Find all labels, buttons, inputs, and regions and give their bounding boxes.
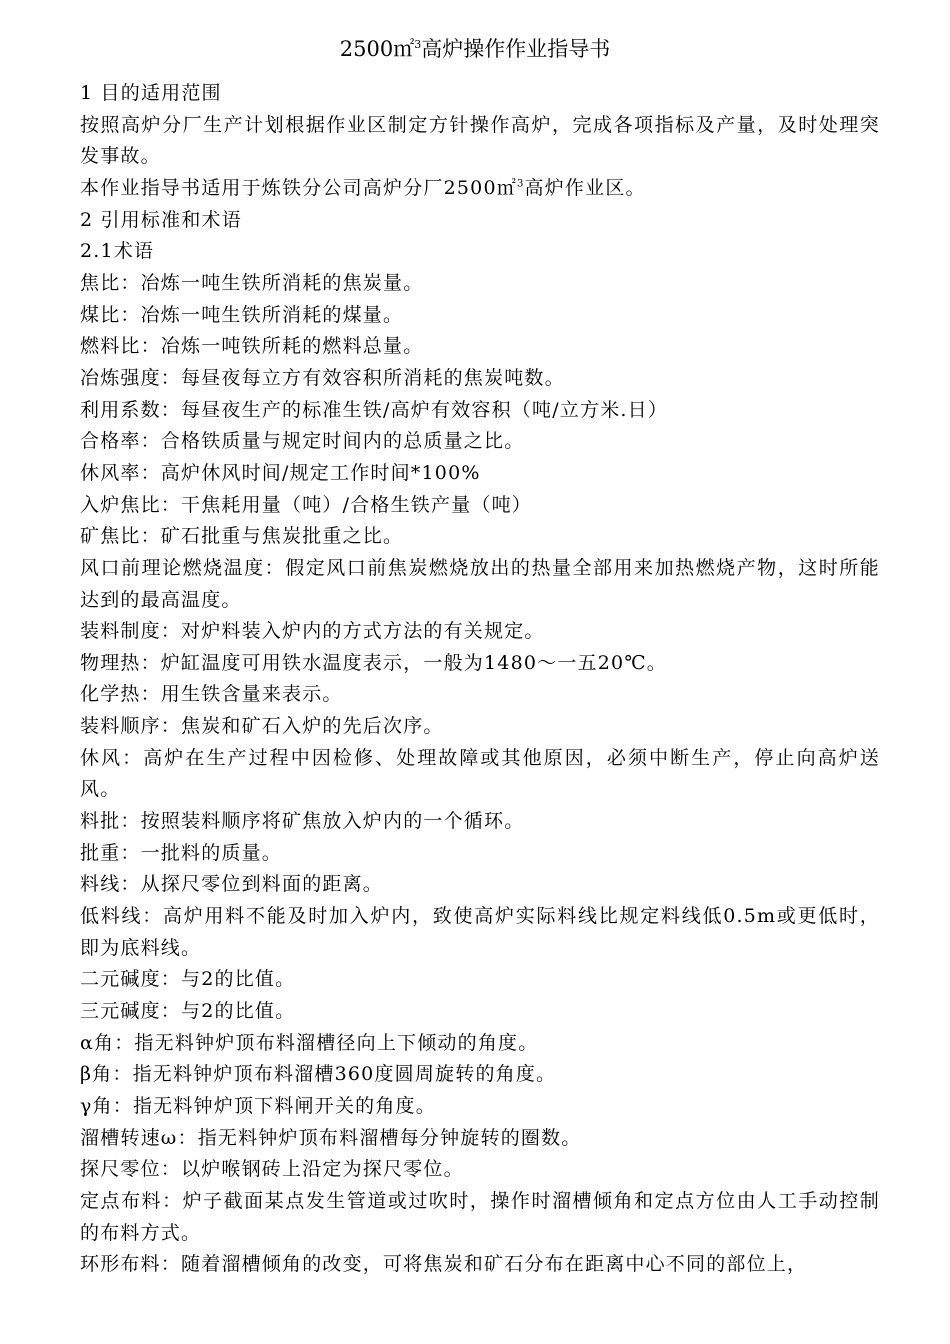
term-definition: 矿焦比：矿石批重与焦炭批重之比。	[80, 525, 404, 548]
term-definition: 煤比：冶炼一吨生铁所消耗的煤量。	[80, 303, 404, 326]
title-superscript: 3	[414, 38, 422, 51]
term-definition: 批重：一批料的质量。	[80, 841, 283, 864]
term-definition: 风口前理论燃烧温度：假定风口前焦炭燃烧放出的热量全部用来加热燃烧产物，这时所能达到的最高温度。	[80, 556, 880, 611]
term-definition: 入炉焦比：干焦耗用量（吨）/合格生铁产量（吨）	[80, 493, 533, 516]
term-definition: 化学热：用生铁含量来表示。	[80, 683, 343, 706]
term-definition: 料线：从探尺零位到料面的距离。	[80, 873, 384, 896]
paragraph: 按照高炉分厂生产计划根据作业区制定方针操作高炉，完成各项指标及产量，及时处理突发事故。	[80, 113, 880, 168]
term-definition: 料批：按照装料顺序将矿焦放入炉内的一个循环。	[80, 810, 525, 833]
term-definition: β角：指无料钟炉顶布料溜槽360度圆周旋转的角度。	[80, 1063, 557, 1086]
document-title	[0, 34, 950, 64]
term-definition: 探尺零位：以炉喉钢砖上沿定为探尺零位。	[80, 1158, 464, 1181]
term-definition: 物理热：炉缸温度可用铁水温度表示，一般为1480～一五20℃。	[80, 651, 667, 674]
subsection-heading: 2.1术语	[80, 240, 155, 263]
term-definition: 焦比：冶炼一吨生铁所消耗的焦炭量。	[80, 271, 424, 294]
term-definition: 休风：高炉在生产过程中因检修、处理故障或其他原因，必须中断生产，停止向高炉送风。	[80, 746, 880, 801]
term-definition: 定点布料：炉子截面某点发生管道或过吹时，操作时溜槽倾角和定点方位由人工手动控制的布料方式。	[80, 1189, 880, 1244]
paragraph-text-part1: 本作业指导书适用于炼铁分公司高炉分厂2500㎡	[80, 176, 517, 199]
paragraph-with-superscript	[80, 173, 880, 205]
term-definition: 休风率：高炉休风时间/规定工作时间*100%	[80, 461, 481, 484]
paragraph-text-part2: 高炉作业区。	[524, 176, 646, 199]
term-definition: 冶炼强度：每昼夜每立方有效容积所消耗的焦炭吨数。	[80, 366, 565, 389]
term-definition: α角：指无料钟炉顶布料溜槽径向上下倾动的角度。	[80, 1031, 539, 1054]
term-definition: 利用系数：每昼夜生产的标准生铁/高炉有效容积（吨/立方米.日）	[80, 398, 669, 421]
term-definition: 环形布料：随着溜槽倾角的改变，可将焦炭和矿石分布在距离中心不同的部位上，	[80, 1253, 808, 1276]
term-definition: γ角：指无料钟炉顶下料闸开关的角度。	[80, 1095, 436, 1117]
paragraph-superscript: 3	[516, 178, 525, 190]
term-definition: 装料顺序：焦炭和矿石入炉的先后次序。	[80, 715, 444, 738]
term-definition: 低料线：高炉用料不能及时加入炉内，致使高炉实际料线比规定料线低0.5m或更低时，即为底料线。	[80, 905, 880, 959]
title-text-part2: 高炉操作作业指导书	[421, 37, 611, 61]
term-definition: 合格率：合格铁质量与规定时间内的总质量之比。	[80, 430, 525, 453]
document-body	[80, 78, 880, 1281]
term-definition: 溜槽转速ω：指无料钟炉顶布料溜槽每分钟旋转的圈数。	[80, 1126, 582, 1149]
section-heading: 2 引用标准和术语	[80, 208, 242, 231]
section-heading: 1 目的适用范围	[80, 82, 222, 104]
term-definition: 三元碱度：与2的比值。	[80, 1000, 296, 1023]
term-definition: 燃料比：冶炼一吨铁所耗的燃料总量。	[80, 335, 424, 358]
term-definition: 装料制度：对炉料装入炉内的方式方法的有关规定。	[80, 620, 545, 643]
term-definition: 二元碱度：与2的比值。	[80, 968, 296, 991]
title-text-part1: 2500㎡	[339, 37, 415, 61]
